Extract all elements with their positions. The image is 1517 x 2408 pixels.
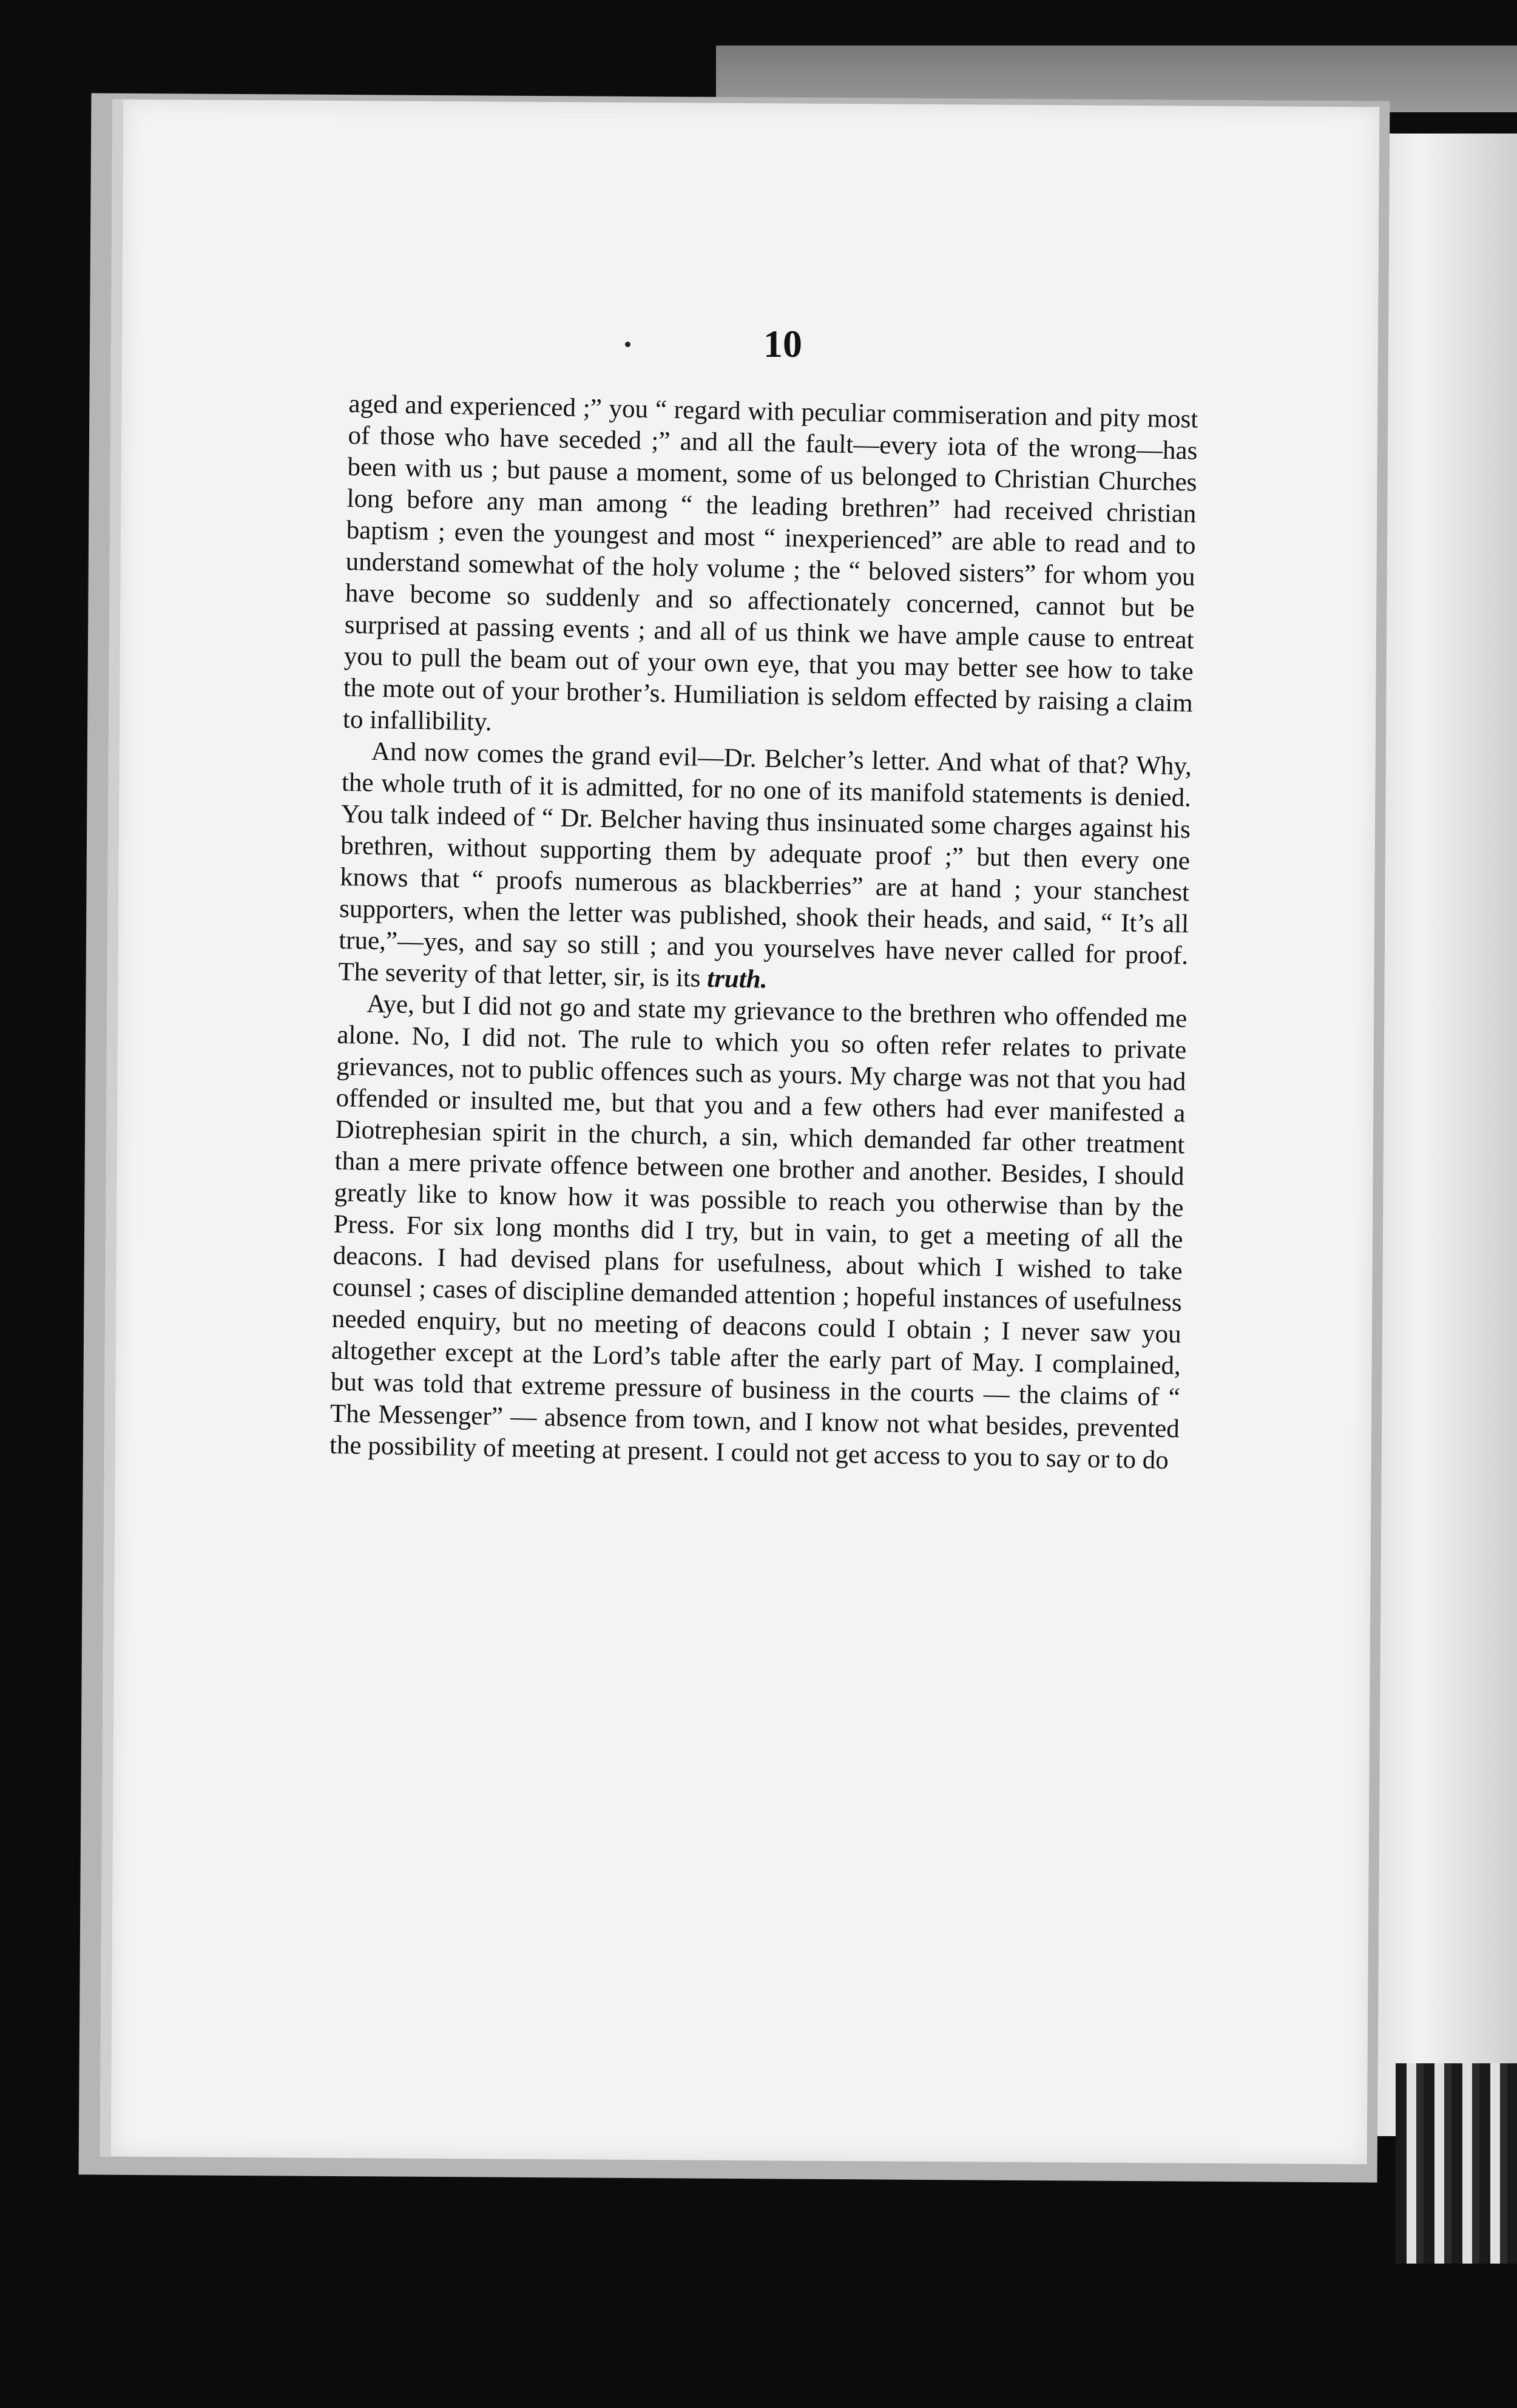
body-text (329, 388, 1198, 1476)
paragraph-3 (329, 988, 1188, 1477)
printer-dot-mark (625, 342, 630, 347)
paragraph-1 (343, 388, 1198, 751)
paragraph-2-text: And now comes the grand evil—Dr. Belcher’s letter. And what of that? Why, the whole truth of it is admitted, for no one of its manifold statements is denied. You talk indeed of “ Dr. Belcher having thus insinuated some charges against his brethren, without supporting them by adequate proof ;” but then every one knows that “ proofs numerous as blackberries” are at hand ; your stanchest supporters, when the letter was published, shook their heads, and said, “ It’s all true,”—yes, and say so still ; and you yourselves have never called for proof. The severity of that letter, sir, is its (337, 737, 1192, 993)
paragraph-1-text: aged and experienced ;” you “ regard with peculiar commiseration and pity most of those who have seceded ;” and all the fault—every iota of the wrong—has been with us ; but pause a moment, some of us belonged to Christian Churches long before any man among “ the leading brethren” had received christian baptism ; even the youngest and most “ inexperienced” are able to read and to understand somewhat of the holy volume ; the “ beloved sisters” for whom you have become so suddenly and so affectionately concerned, cannot but be surprised at passing events ; and all of us think we have ample cause to entreat you to pull the beam out of your own eye, that you may better see how to take the mote out of your brother’s. Humiliation is seldom effected by raising a claim to infallibility. (342, 389, 1198, 737)
page-number: 10 (763, 322, 802, 365)
paragraph-3-text: Aye, but I did not go and state my grievance to the brethren who offended me alone. No, I did not. The rule to which you so often refer relates to private grievances, not to public offences such as yours. My charge was not that you had offended or insulted me, but that you and a few others had ever manifested a Diotrephesian spirit in the church, a sin, which demanded far other treatment than a mere private offence between one brother and another. Besides, I should greatly like to know how it was possible to reach you otherwise than by the Press. For six long months did I try, but in vain, to get a meeting of all the deacons. I had devised plans for usefulness, about which I wished to take counsel ; cases of discipline demanded attention ; hopeful instances of usefulness needed enquiry, but no meeting of deacons could I obtain ; I never saw you altogether except at the Lord’s table after the early part of May. I complained, but was told that extreme pressure of business in the courts — the claims of “ The Messenger” — absence from town, and I know not what besides, prevented the possibility of meeting at present. I could not get access to you to say or to do (329, 989, 1188, 1475)
background-film-edge (1396, 2063, 1517, 2264)
paragraph-2-emphasis: truth. (706, 964, 768, 994)
paragraph-2 (338, 736, 1192, 1004)
